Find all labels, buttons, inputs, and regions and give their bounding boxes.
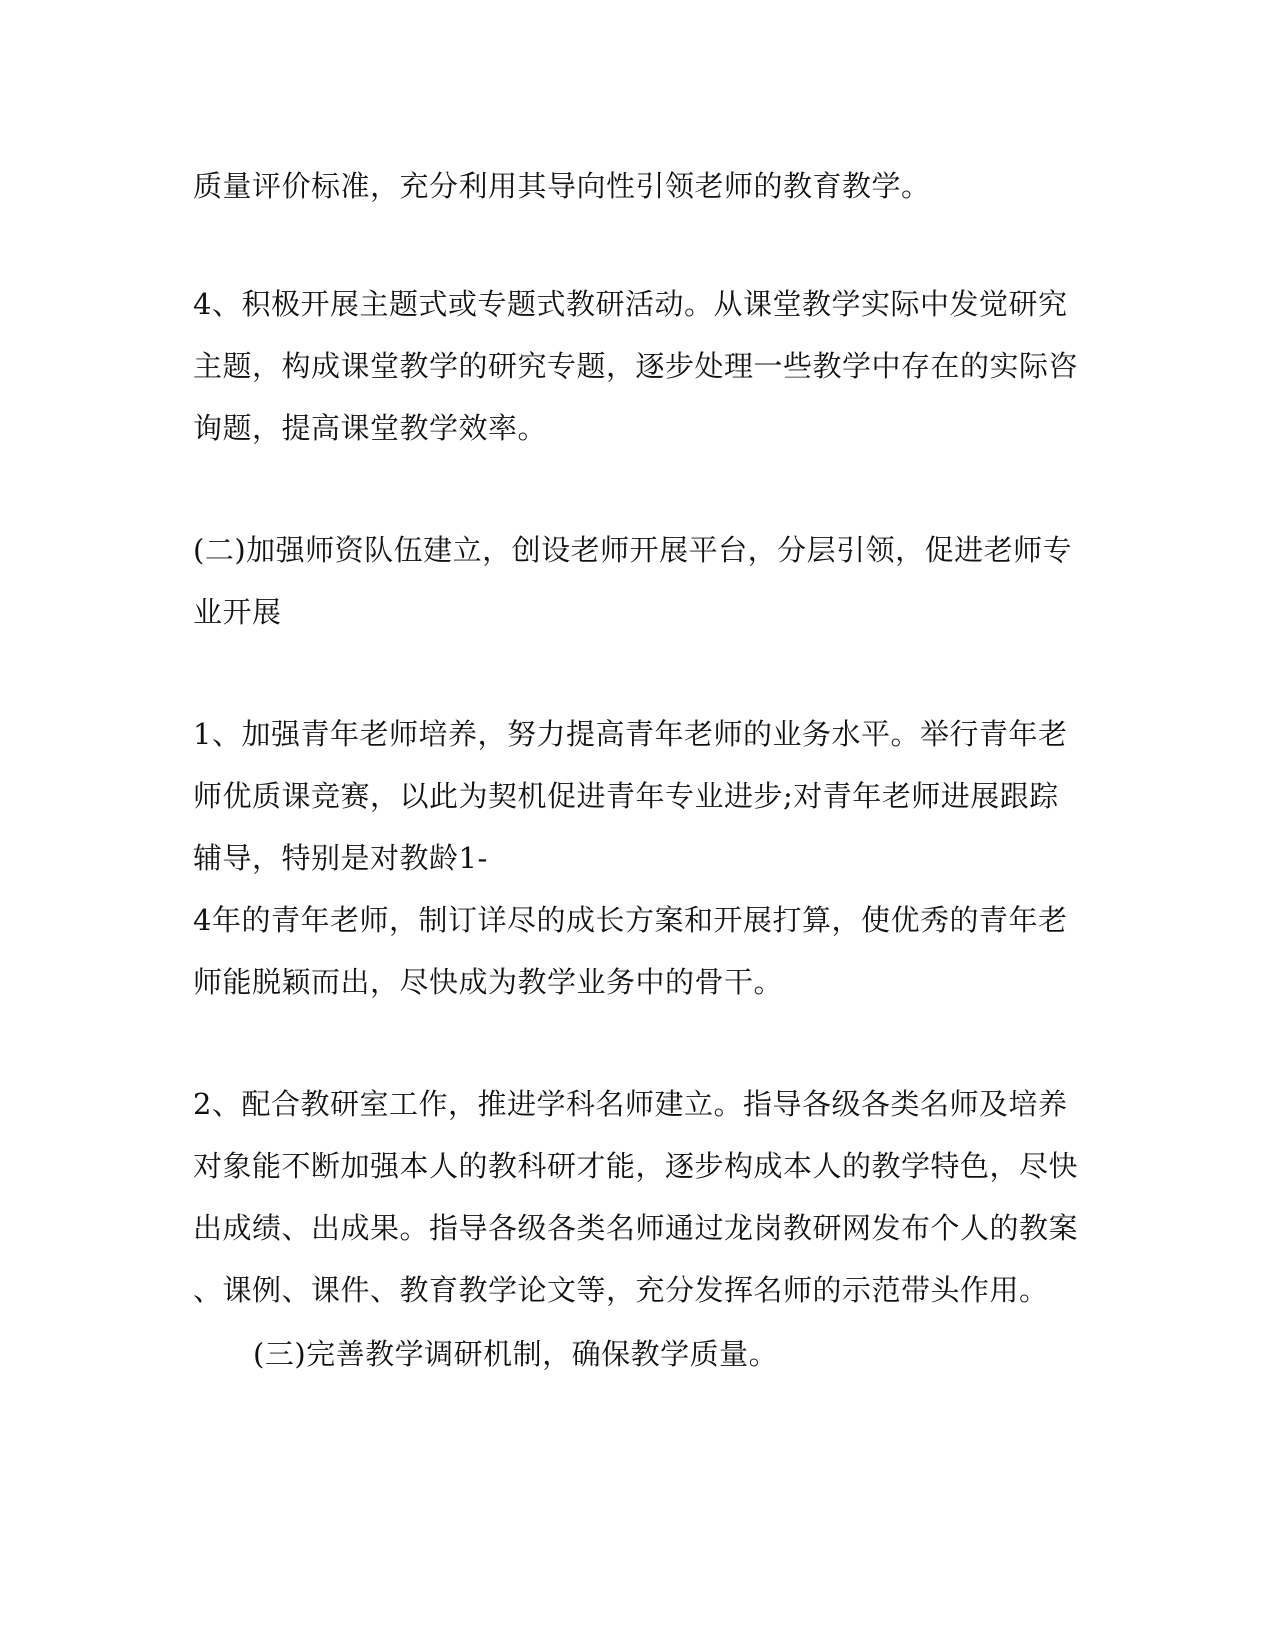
paragraph-line: 2、配合教研室工作，推进学科名师建立。指导各级各类名师及培养 — [193, 1087, 1068, 1121]
paragraph-line: 询题，提高课堂教学效率。 — [193, 411, 548, 445]
paragraph-line: 4、积极开展主题式或专题式教研活动。从课堂教学实际中发觉研究 — [193, 287, 1068, 321]
section-heading-line: (三)完善教学调研机制，确保教学质量。 — [253, 1337, 779, 1371]
paragraph-line: 师优质课竞赛，以此为契机促进青年专业进步;对青年老师进展跟踪 — [193, 779, 1059, 813]
paragraph-line: 对象能不断加强本人的教科研才能，逐步构成本人的教学特色，尽快 — [193, 1149, 1079, 1183]
paragraph-line: 1、加强青年老师培养，努力提高青年老师的业务水平。举行青年老 — [193, 717, 1068, 751]
paragraph-line: 师能脱颖而出，尽快成为教学业务中的骨干。 — [193, 965, 784, 999]
paragraph-line: 辅导，特别是对教龄1- — [193, 841, 488, 875]
section-heading-line: 业开展 — [193, 595, 282, 629]
paragraph-line: 质量评价标准，充分利用其导向性引领老师的教育教学。 — [193, 169, 931, 203]
paragraph-line: 主题，构成课堂教学的研究专题，逐步处理一些教学中存在的实际咨 — [193, 349, 1079, 383]
section-heading-line: (二)加强师资队伍建立，创设老师开展平台，分层引领，促进老师专 — [193, 533, 1073, 567]
paragraph-line: 出成绩、出成果。指导各级各类名师通过龙岗教研网发布个人的教案 — [193, 1211, 1079, 1245]
paragraph-line: 4年的青年老师，制订详尽的成长方案和开展打算，使优秀的青年老 — [193, 903, 1068, 937]
paragraph-line: 、课例、课件、教育教学论文等，充分发挥名师的示范带头作用。 — [193, 1273, 1049, 1307]
